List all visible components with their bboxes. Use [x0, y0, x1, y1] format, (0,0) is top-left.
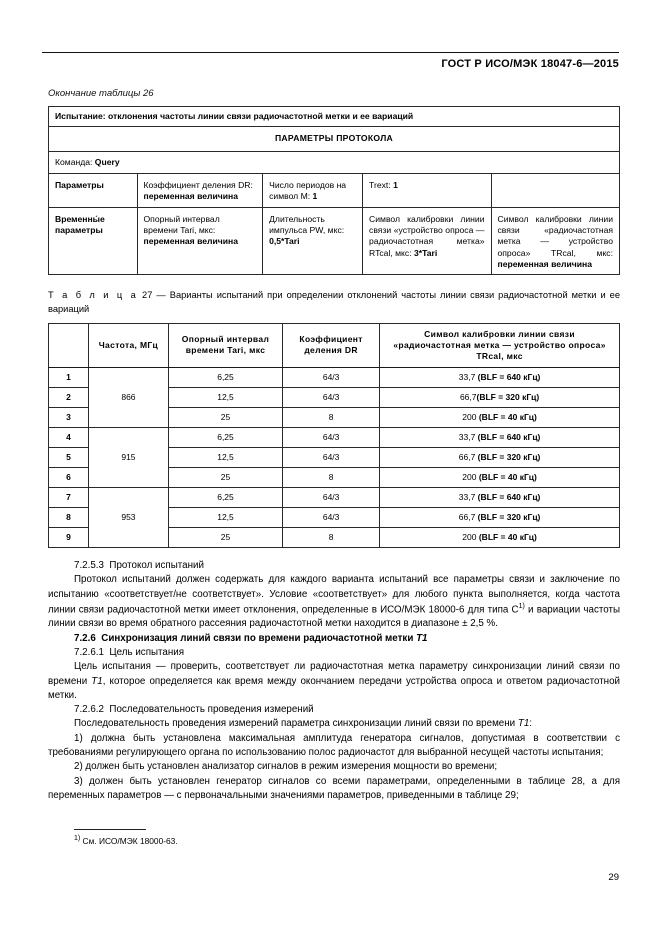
table27-caption-number: 27	[142, 290, 153, 301]
section-726-heading	[48, 632, 620, 646]
paragraph-7253-text-b: и вариации частоты линии связи во время обратного рассеяния радиочастотной метки находится в диапазоне ± 2,5 %.	[48, 604, 620, 630]
trcal-value: 200	[462, 411, 479, 422]
table26-command-cell	[49, 151, 620, 173]
paragraph-7253	[48, 573, 620, 631]
table-row	[49, 174, 620, 208]
table27-cell-trcal	[380, 407, 620, 427]
table-row	[49, 427, 620, 447]
table27-cell-tari: 25	[168, 407, 282, 427]
table26-time-trcal	[491, 207, 620, 275]
table27-cell-trcal	[380, 427, 620, 447]
table27-col-frequency: Частота, МГц	[88, 323, 168, 367]
table27-col-index	[49, 323, 89, 367]
table27-cell-tari: 6,25	[168, 427, 282, 447]
footnote-text: См. ИСО/МЭК 18000-63.	[80, 836, 178, 847]
table27-cell-trcal	[380, 507, 620, 527]
section-7253	[48, 559, 620, 632]
footnote-marker: 1)	[74, 835, 81, 843]
table27-cell-trcal	[380, 527, 620, 547]
table26-time-tari	[137, 207, 263, 275]
table27-col-trcal: Символ калибровки линии связи «радиочастотная метка — устройство опроса» TRcal, мкс	[380, 323, 620, 367]
section-7261-heading	[48, 646, 620, 660]
trcal-value: 33,7	[458, 431, 478, 442]
trcal-blf: (BLF = 640 кГц)	[477, 491, 541, 502]
table-row	[49, 207, 620, 275]
params-trext-value: 1	[393, 180, 398, 191]
table27-cell-tari: 12,5	[168, 507, 282, 527]
section-7253-title: Протокол испытаний	[109, 559, 204, 571]
table26-time-pw	[263, 207, 363, 275]
trcal-value: 66,7	[458, 511, 478, 522]
table27-cell-tari: 6,25	[168, 367, 282, 387]
trcal-blf: (BLF = 320 кГц)	[477, 511, 541, 522]
trcal-blf: (BLF = 320 кГц)	[476, 391, 540, 402]
table27-body	[49, 367, 620, 547]
table27-caption	[48, 289, 620, 315]
trcal-blf: (BLF = 640 кГц)	[477, 371, 541, 382]
section-726	[48, 632, 620, 703]
params-trext-text: Trext:	[369, 180, 394, 191]
time-trcal-text: Символ калибровки линии связи «радиочастотная метка — устройство опроса» TRcal, мкс:	[497, 213, 613, 258]
table27-cell-tari: 6,25	[168, 487, 282, 507]
table26-params-m	[263, 174, 363, 208]
list-item-1: 1) должна быть установлена максимальная амплитуда генератора сигналов, допустимая в соответствии с требованиями регулирующего органа по использованию полос радиочастот для выбранной несущей частоты испытания;	[48, 732, 620, 759]
table26-test-line: Испытание: отклонения частоты линии связи радиочастотной метки и ее вариаций	[49, 107, 620, 127]
time-rtcal-text: Символ калибровки линии связи «устройство опроса — радиочастотная метка» RTcal, мкс:	[369, 213, 485, 258]
trcal-value: 66,7	[458, 451, 478, 462]
table26-params-label: Параметры	[49, 174, 138, 208]
section-7253-number: 7.2.5.3	[74, 559, 104, 571]
table27-caption-label: Т а б л и ц а	[48, 290, 139, 301]
table27-cell-index: 3	[49, 407, 89, 427]
footnote-divider	[74, 829, 146, 830]
table26-caption: Окончание таблицы 26	[48, 88, 154, 99]
time-rtcal-value: 3*Tari	[413, 247, 438, 258]
table27-cell-dr: 8	[283, 467, 380, 487]
time-trcal-value: переменная величина	[497, 259, 593, 270]
table27-cell-dr: 8	[283, 407, 380, 427]
trcal-blf: (BLF = 40 кГц)	[478, 411, 537, 422]
table27-header-row	[49, 323, 620, 367]
section-7261-number: 7.2.6.1	[74, 647, 104, 658]
trcal-blf: (BLF = 40 кГц)	[478, 471, 537, 482]
time-pw-value: 0,5*Tari	[269, 236, 300, 247]
table27-cell-index: 5	[49, 447, 89, 467]
paragraph-7262-param: T1	[517, 718, 530, 730]
table-row	[49, 127, 620, 151]
table27-cell-tari: 12,5	[168, 387, 282, 407]
paragraph-7253-text-a: Протокол испытаний должен содержать для каждого варианта испытаний все параметры связи и заключение по испытанию «соответствует/не соответствует». Условие «соответствует» для любого пункта выполняется, когда частота линии связи радиочастотной метки имеет отклонения, определенные в ИСО/МЭК 18000-6 для типа C	[48, 574, 620, 616]
header-divider	[42, 52, 619, 53]
paragraph-7261-param: T1	[91, 675, 103, 687]
table27-cell-trcal	[380, 387, 620, 407]
table27-cell-tari: 12,5	[168, 447, 282, 467]
table26-params-dr	[137, 174, 263, 208]
section-7262-heading	[48, 703, 620, 717]
table27-cell-dr: 64/3	[283, 367, 380, 387]
time-tari-text: Опорный интервал времени Tari, мкс:	[143, 213, 220, 236]
table-row	[49, 367, 620, 387]
table27-cell-trcal	[380, 487, 620, 507]
table-26	[48, 106, 620, 275]
paragraph-7261-text-a: Цель испытания — проверить, соответствует ли радиочастотная метка параметру синхронизации линий связи по времени	[48, 661, 620, 687]
table27-cell-dr: 64/3	[283, 387, 380, 407]
trcal-value: 33,7	[458, 371, 478, 382]
table27-cell-trcal	[380, 367, 620, 387]
table27-cell-dr: 64/3	[283, 507, 380, 527]
params-dr-value: переменная величина	[143, 191, 239, 202]
paragraph-7261	[48, 660, 620, 703]
table-27	[48, 323, 620, 548]
table27-cell-dr: 64/3	[283, 487, 380, 507]
section-726-title-param: T1	[416, 632, 428, 644]
table26-protocol-params-header: ПАРАМЕТРЫ ПРОТОКОЛА	[49, 127, 620, 151]
paragraph-7262	[48, 717, 620, 731]
table27-cell-index: 6	[49, 467, 89, 487]
section-7253-heading	[48, 559, 620, 573]
table27-col-dr: Коэффициент деления DR	[283, 323, 380, 367]
table26-params-trext	[363, 174, 491, 208]
params-m-text: Число периодов на символ M:	[269, 180, 347, 202]
footnote	[48, 834, 620, 848]
table27-cell-index: 9	[49, 527, 89, 547]
table-row	[49, 151, 620, 173]
table26-time-rtcal	[363, 207, 491, 275]
paragraph-7262-text-a: Последовательность проведения измерений параметра синхронизации линий связи по времени	[74, 718, 518, 730]
section-7262	[48, 703, 620, 803]
time-tari-value: переменная величина	[143, 236, 239, 247]
table27-cell-index: 4	[49, 427, 89, 447]
paragraph-7261-text-b: , которое определяется как время между окончанием передачи устройства опроса и ответом радиочастотной метки.	[48, 675, 621, 701]
standard-title: ГОСТ Р ИСО/МЭК 18047-6—2015	[441, 58, 619, 70]
trcal-value: 200	[462, 471, 479, 482]
list-item-2: 2) должен быть установлен анализатор сигналов в режим измерения мощности во времени;	[74, 761, 498, 773]
table27-cell-tari: 25	[168, 527, 282, 547]
trcal-blf: (BLF = 640 кГц)	[477, 431, 541, 442]
table26-time-label: Временны́е параметры	[49, 207, 138, 275]
trcal-blf: (BLF = 40 кГц)	[478, 531, 537, 542]
page-content	[48, 88, 620, 848]
table27-cell-frequency: 915	[88, 427, 168, 487]
table27-cell-dr: 8	[283, 527, 380, 547]
table26-params-empty	[491, 174, 620, 208]
list-item-3: 3) должен быть установлен генератор сигналов со всеми параметрами, определенными в таблице 28, а для переменных параметров — с первоначальными значениями параметров, приведенными в таблице 29;	[48, 775, 620, 801]
table27-cell-frequency: 953	[88, 487, 168, 547]
params-m-value: 1	[312, 191, 318, 202]
table27-cell-tari: 25	[168, 467, 282, 487]
page-number: 29	[608, 872, 619, 883]
params-dr-text: Коэффициент деления DR:	[143, 180, 253, 191]
command-value: Query	[94, 156, 120, 167]
table27-cell-index: 7	[49, 487, 89, 507]
table-row	[49, 487, 620, 507]
footnote-ref: 1)	[518, 602, 525, 610]
footnote-area	[48, 829, 620, 848]
table27-cell-trcal	[380, 447, 620, 467]
time-pw-text: Длительность импульса PW, мкс:	[269, 213, 345, 236]
table27-cell-index: 1	[49, 367, 89, 387]
command-label: Команда:	[55, 156, 95, 167]
table27-cell-dr: 64/3	[283, 427, 380, 447]
table27-caption-text: — Варианты испытаний при определении отклонений частоты линии связи радиочастотной метки и ее вариаций	[48, 290, 621, 314]
table-row	[49, 107, 620, 127]
section-726-number: 7.2.6	[74, 632, 96, 644]
trcal-blf: (BLF = 320 кГц)	[477, 451, 541, 462]
table27-cell-index: 2	[49, 387, 89, 407]
section-7261-title: Цель испытания	[109, 647, 185, 658]
table27-cell-dr: 64/3	[283, 447, 380, 467]
table27-cell-frequency: 866	[88, 367, 168, 427]
section-726-title: Синхронизация линий связи по времени радиочастотной метки	[101, 632, 417, 644]
section-7262-number: 7.2.6.2	[74, 704, 104, 716]
trcal-value: 33,7	[458, 491, 478, 502]
table27-col-tari: Опорный интервал времени Tari, мкс	[168, 323, 282, 367]
table27-cell-index: 8	[49, 507, 89, 527]
section-7262-title: Последовательность проведения измерений	[109, 704, 314, 716]
paragraph-7262-text-b: :	[529, 718, 533, 730]
table27-cell-trcal	[380, 467, 620, 487]
trcal-value: 66,7	[459, 391, 477, 402]
trcal-value: 200	[462, 531, 479, 542]
